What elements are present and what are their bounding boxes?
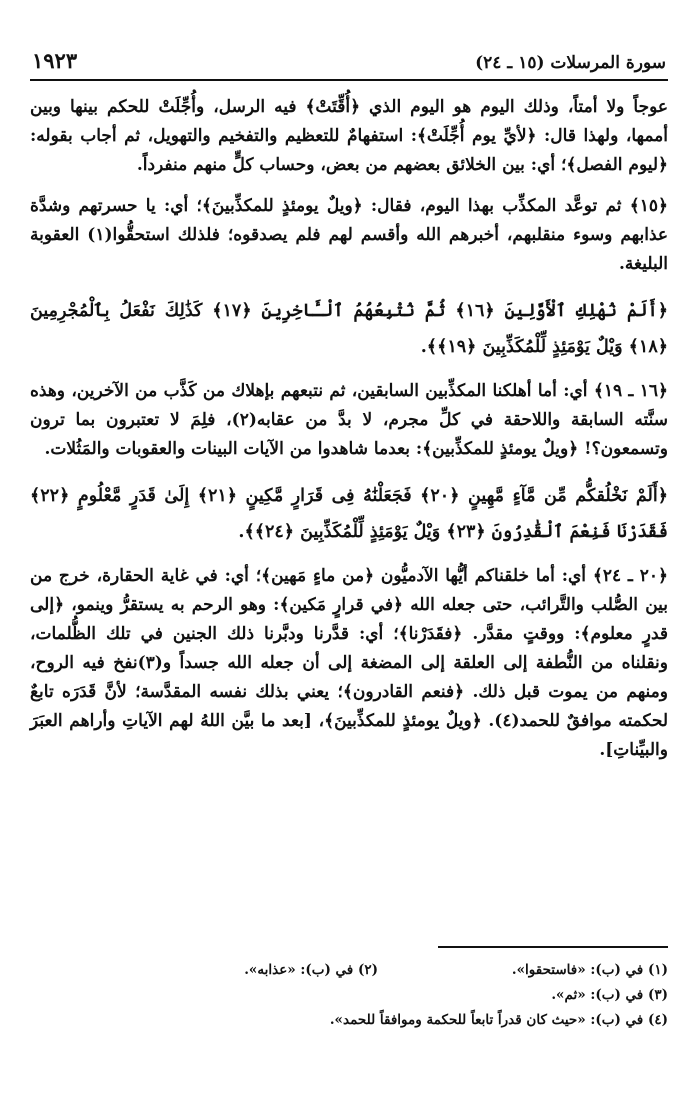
surah-title: سورة المرسلات (١٥ ـ ٢٤)	[475, 53, 666, 73]
paragraph-4: ﴿٢٠ ـ ٢٤﴾ أي: أما خلقناكم أيُّها الآدميُّون ﴿من ماءٍ مَهين﴾؛ أي: في غاية الحقارة، خرج من بين الصُّلب والتَّرائب، حتى جعله الله ﴿في قرارٍ مَكين﴾: وهو الرحم به يستقرُّ وينمو، ﴿إلى قدرٍ معلوم﴾: ووقتٍ مقدَّر. ﴿فقَدَرْنا﴾؛ أي: قدَّرنا ودبَّرنا ذلك الجنين في تلك الظُّلمات، ونقلناه من النُّطفة إلى العلقة إلى المضغة إلى أن جعله الله جسداً و(٣)نفخ فيه الروح، ومنهم من يموت قبل ذلك. ﴿فنعم القادرون﴾؛ يعني بذلك نفسه المقدَّسة؛ لأنَّ قَدَرَه تابعٌ لحكمته موافقٌ للحمد(٤). ﴿ويلٌ يومئذٍ للمكذِّبينَ﴾، [بعد ما بيَّن اللهُ لهم الآياتِ وأراهم العبَرَ والبيِّناتِ].	[30, 566, 669, 760]
paragraph-3: ﴿١٦ ـ ١٩﴾ أي: أما أهلكنا المكذِّبين السابقين، ثم نتبعهم بإهلاك من كَذَّب من الآخرين، وهذه سنَّته السابقة واللاحقة في كلِّ مجرم، لا بدَّ من عقابه(٢)، فلِمَ لا تعتبرون بما ترون وتسمعون؟! ﴿ويلٌ يومئذٍ للمكذِّبين﴾: بعدما شاهدوا من الآيات البينات والعقوبات والمَثُلات.	[30, 381, 668, 459]
footnote-4: (٤) في (ب): «حيث كان قدراً تابعاً للحكمة وموافقاً للحمد».	[329, 1012, 668, 1028]
paragraph-1: عوجاً ولا أمتاً، وذلك اليوم هو اليوم الذي ﴿أُقِّتَتْ﴾ فيه الرسل، وأُجِّلَتْ للحكم بينها وبين أممها، ولهذا قال: ﴿لأيِّ يوم أُجِّلَتْ﴾: استفهامٌ للتعظيم والتفخيم والتهويل، ثم أجاب بقوله: ﴿ليوم الفصل﴾؛ أي: بين الخلائق بعضهم من بعض، وحساب كلٍّ منهم منفرداً.	[30, 97, 668, 175]
footnote-2: (٢) في (ب): «عذابه».	[244, 962, 378, 978]
verse-block-2: ﴿أَلَمْ نَخْلُقكُّم مِّن مَّآءٍ مَّهِينٍ ﴿٢٠﴾ فَجَعَلْنَٰهُ فِى قَرَارٍ مَّكِينٍ ﴿٢١﴾ إِلَىٰ قَدَرٍ مَّعْلُومٍ ﴿٢٢﴾ فَقَدَرْنَا فَنِعْمَ ٱلْقَٰدِرُونَ ﴿٢٣﴾ وَيْلٌ يَوْمَئِذٍ لِّلْمُكَذِّبِينَ ﴿٢٤﴾﴾.	[30, 486, 668, 542]
page	[30, 48, 668, 1082]
page-number: ١٩٢٣	[32, 48, 78, 73]
footnote-separator	[438, 946, 668, 948]
footnotes	[30, 958, 668, 1033]
paragraph-2: ﴿١٥﴾ ثم توعَّد المكذِّب بهذا اليوم، فقال: ﴿ويلٌ يومئذٍ للمكذِّبينَ﴾؛ أي: يا حسرتهم وشدَّة عذابهم وسوء منقلبهم، أخبرهم الله وأقسم لهم فلم يصدقوه؛ فلذلك استحقُّوا(١) العقوبة البليغة.	[30, 196, 669, 274]
verse-block-1: ﴿أَلَمْ نُهْلِكِ ٱلْأَوَّلِينَ ﴿١٦﴾ ثُمَّ نُتْبِعُهُمُ ٱلْـَٔاخِرِينَ ﴿١٧﴾ كَذَٰلِكَ نَفْعَلُ بِٱلْمُجْرِمِينَ ﴿١٨﴾ وَيْلٌ يَوْمَئِذٍ لِّلْمُكَذِّبِينَ ﴿١٩﴾﴾.	[30, 301, 668, 357]
footnote-3: (٣) في (ب): «ثم».	[551, 987, 668, 1003]
footnote-1: (١) في (ب): «فاستحقوا».	[511, 962, 668, 978]
running-header	[30, 48, 668, 81]
